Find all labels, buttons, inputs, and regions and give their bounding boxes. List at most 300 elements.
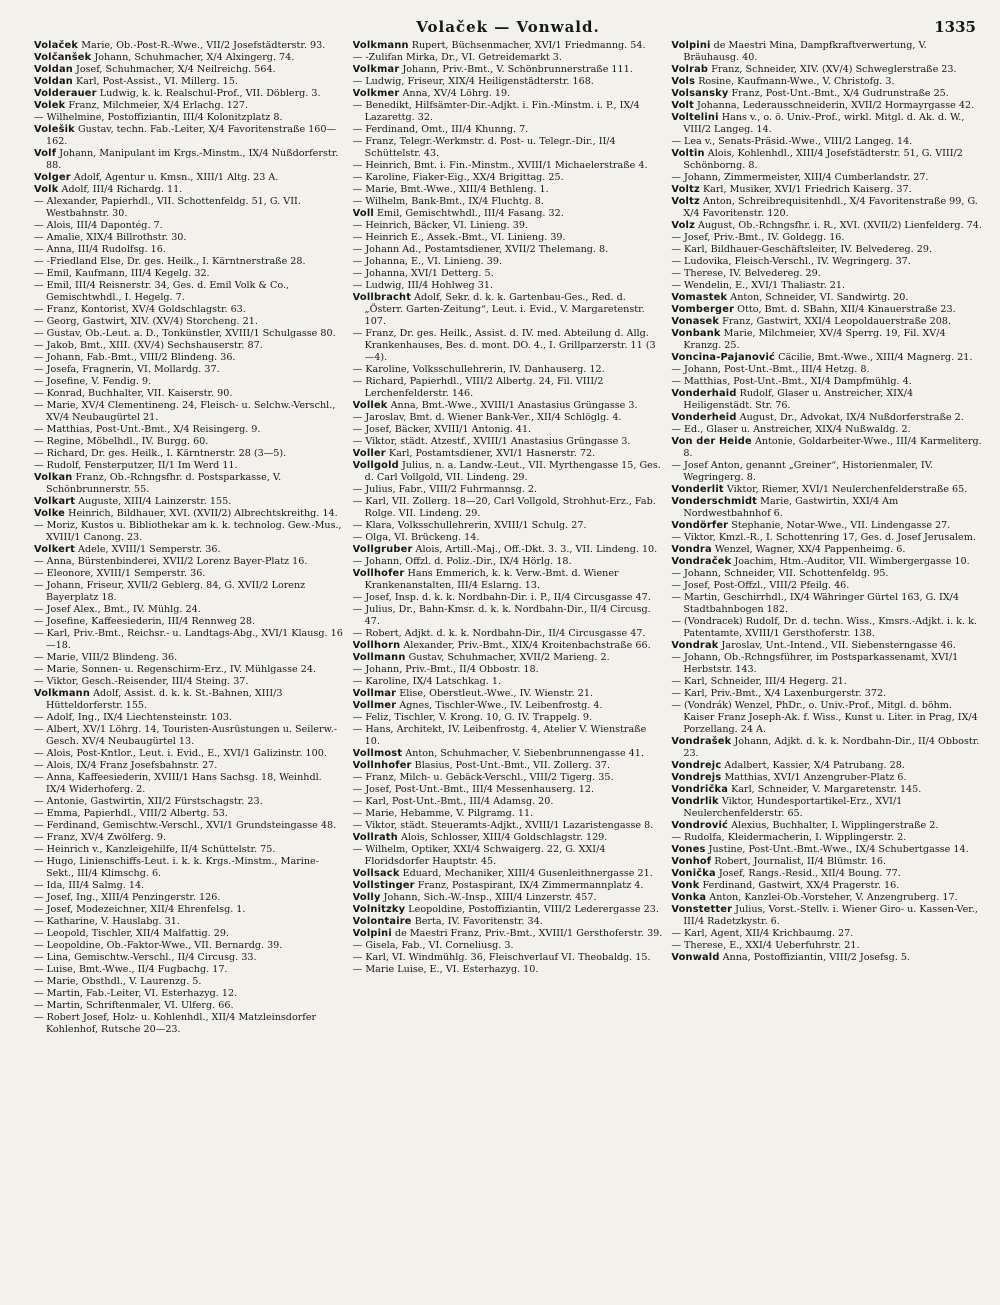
entry-details: — (Vondrák) Wenzel, PhDr., o. Univ.-Prof., Mitgl. d. böhm. Kaiser Franz Joseph-Ak. f. Wiss., Kunst u. Liter. in Prag, IX/4 Porzellang. 24 A. (671, 700, 978, 735)
entry-surname: Volz (671, 220, 695, 231)
directory-entry (353, 40, 664, 52)
directory-entry (353, 136, 664, 160)
directory-entry (353, 412, 664, 424)
directory-entry (671, 148, 982, 172)
entry-details: — Johann, Zimmermeister, XIII/4 Cumberlandstr. 27. (671, 172, 929, 183)
directory-entry (34, 568, 345, 580)
entry-details: — Karl, VI. Windmühlg. 36, Fleischverlauf VI. Theobaldg. 15. (352, 952, 651, 963)
entry-details: Wenzel, Wagner, XX/4 Pappenheimg. 6. (714, 544, 906, 555)
entry-details: Franz, Gastwirt, XXI/4 Leopoldauerstraße 208. (722, 316, 951, 327)
entry-details: Marie, Milchmeier, XV/4 Sperrg. 19, Fil. XV/4 Kranzg. 25. (683, 328, 946, 351)
directory-entry (34, 544, 345, 556)
directory-entry (671, 292, 982, 304)
directory-entry (34, 880, 345, 892)
directory-entry (34, 64, 345, 76)
entry-details: — Eleonore, XVIII/1 Semperstr. 36. (34, 568, 206, 579)
directory-entry (34, 424, 345, 436)
entry-details: — Klara, Volksschullehrerin, XVIII/1 Schulg. 27. (352, 520, 587, 531)
directory-entry (353, 208, 664, 220)
directory-entry (671, 832, 982, 844)
entry-surname: Volke (34, 508, 66, 519)
entry-details: — Alois, IX/4 Franz Josefsbahnstr. 27. (34, 760, 218, 771)
entry-surname: Vonderheid (671, 412, 737, 423)
entry-details: — Franz, Telegr.-Werkmstr. d. Post- u. Telegr.-Dir., II/4 Schüttelstr. 43. (352, 136, 616, 159)
directory-entry (353, 724, 664, 748)
directory-entry (34, 748, 345, 760)
directory-entry (353, 556, 664, 568)
entry-details: Franz, Schneider, XIV. (XV/4) Schweglerstraße 23. (711, 64, 957, 75)
entry-details: Stephanie, Notar-Wwe., VII. Lindengasse 27. (731, 520, 951, 531)
entry-surname: Vollek (352, 400, 388, 411)
entry-details: Johann, Manipulant im Krgs.-Minstm., IX/4 Nußdorferstr. 88. (46, 148, 339, 171)
directory-entry (34, 628, 345, 652)
directory-entry (34, 616, 345, 628)
directory-entry (34, 280, 345, 304)
directory-entry (353, 760, 664, 772)
directory-entry (671, 256, 982, 268)
entry-surname: Vollmer (352, 700, 397, 711)
entry-surname: Volkmar (352, 64, 400, 75)
entry-details: — Emil, Kaufmann, III/4 Kegelg. 32. (34, 268, 210, 279)
entry-details: Viktor, Hundesportartikel-Erz., XVI/1 Neulerchenfelderstr. 65. (683, 796, 903, 819)
entry-surname: Voll (352, 208, 374, 219)
entry-details: — Josef, Post-Unt.-Bmt., III/4 Messenhauserg. 12. (352, 784, 594, 795)
directory-entry (671, 412, 982, 424)
entry-details: Otto, Bmt. d. SBahn, XII/4 Kinauerstraße 23. (737, 304, 956, 315)
entry-details: — Alois, III/4 Dapontég. 7. (34, 220, 163, 231)
directory-entry (353, 940, 664, 952)
entry-details: — Richard, Papierhdl., VIII/2 Albertg. 24, Fil. VIII/2 Lerchenfelderstr. 146. (352, 376, 604, 399)
entry-details: — Anna, Kaffeesiederin, XVIII/1 Hans Sachsg. 18, Weinhdl. IX/4 Widerhoferg. 2. (34, 772, 322, 795)
entry-details: — Josef Alex., Bmt., IV. Mühlg. 24. (34, 604, 201, 615)
entry-details: Auguste, XIII/4 Lainzerstr. 155. (78, 496, 232, 507)
directory-entry (353, 400, 664, 412)
entry-surname: Vondrejc (671, 760, 722, 771)
entry-surname: Vollmost (352, 748, 403, 759)
directory-entry (671, 904, 982, 928)
directory-entry (353, 688, 664, 700)
entry-details: — Wilhelm, Bank-Bmt., IX/4 Fluchtg. 8. (352, 196, 544, 207)
directory-entry (34, 364, 345, 376)
entry-details: — Rudolf, Fensterputzer, II/1 Im Werd 11. (34, 460, 238, 471)
entry-details: — Georg, Gastwirt, XIV. (XV/4) Storcheng. 21. (34, 316, 258, 327)
entry-surname: Volkmer (352, 88, 400, 99)
page-number: 1335 (934, 18, 976, 36)
directory-entry (353, 196, 664, 208)
entry-details: Johann, Adjkt. d. k. k. Nordbahn-Dir., II/4 Obbostr. 23. (683, 736, 980, 759)
entry-details: — Johann, Offzl. d. Poliz.-Dir., IX/4 Hörlg. 18. (352, 556, 572, 567)
entry-details: de Maestri Mina, Dampfkraftverwertung, V. Bräuhausg. 40. (683, 40, 927, 63)
entry-surname: Vondrejs (671, 772, 722, 783)
directory-entry (34, 232, 345, 244)
directory-entry (353, 568, 664, 592)
entry-details: Cäcilie, Bmt.-Wwe., XIII/4 Magnerg. 21. (778, 352, 973, 363)
directory-entry (353, 532, 664, 544)
entry-details: — Josefine, Kaffeesiederin, III/4 Rennweg 28. (34, 616, 256, 627)
directory-entry (671, 556, 982, 568)
directory-entry (353, 772, 664, 784)
directory-entry (34, 328, 345, 340)
entry-details: — Robert Josef, Holz- u. Kohlenhdl., XII/4 Matzleinsdorfer Kohlenhof, Rutsche 20—23. (34, 1012, 317, 1035)
entry-details: Karl, Postamtsdiener, XVI/1 Hasnerstr. 72. (388, 448, 596, 459)
directory-column-3 (671, 40, 982, 1290)
directory-entry (34, 580, 345, 604)
entry-details: — Ed., Glaser u. Anstreicher, XIX/4 Nußwaldg. 2. (671, 424, 911, 435)
entry-details: Blasius, Post-Unt.-Bmt., VII. Zollerg. 37. (414, 760, 611, 771)
directory-entry (353, 292, 664, 328)
directory-entry (671, 760, 982, 772)
directory-entry (34, 1012, 345, 1036)
entry-details: — Marie, XV/4 Clementineng. 24, Fleisch- u. Selchw.-Verschl., XV/4 Neubaugürtel 21. (34, 400, 336, 423)
directory-entry (671, 880, 982, 892)
directory-entry (671, 700, 982, 736)
directory-entry (353, 436, 664, 448)
entry-details: Franz, Ob.-Rchngsfhr. d. Postsparkasse, V. Schönbrunnerstr. 55. (46, 472, 282, 495)
directory-entry (671, 436, 982, 460)
entry-details: — Alexander, Papierhdl., VII. Schottenfeldg. 51, G. VII. Westbahnstr. 30. (34, 196, 301, 219)
entry-surname: Volkan (34, 472, 73, 483)
entry-details: — Feliz, Tischler, V. Krong. 10, G. IV. Trappelg. 9. (352, 712, 593, 723)
directory-entry (34, 76, 345, 88)
entry-surname: Volt (671, 100, 694, 111)
directory-entry (353, 280, 664, 292)
entry-details: Anton, Kanzlei-Ob.-Vorsteher, V. Anzengruberg. 17. (709, 892, 958, 903)
directory-entry (34, 340, 345, 352)
directory-entry (671, 580, 982, 592)
entry-surname: Vones (671, 844, 706, 855)
directory-entry (34, 352, 345, 364)
entry-surname: Volpini (671, 40, 711, 51)
entry-details: Franz, Post-Unt.-Bmt., X/4 Gudrunstraße 25. (731, 88, 949, 99)
directory-entry (34, 520, 345, 544)
entry-details: Alexius, Buchhalter, I. Wipplingerstraße 2. (731, 820, 939, 831)
entry-details: Karl, Musiker, XVI/1 Friedrich Kaiserg. 37. (702, 184, 912, 195)
entry-details: — Marie Luise, E., VI. Esterhazyg. 10. (352, 964, 539, 975)
entry-details: — Karoline, Volksschullehrerin, IV. Danhauserg. 12. (352, 364, 605, 375)
entry-details: Gustav, Schuhmacher, XVII/2 Marieng. 2. (408, 652, 610, 663)
entry-details: — Martin, Geschirrhdl., IX/4 Währinger Gürtel 163, G. IX/4 Stadtbahnbogen 182. (671, 592, 959, 615)
directory-entry (671, 820, 982, 832)
entry-surname: Vollstinger (352, 880, 415, 891)
entry-details: — Jakob, Bmt., XIII. (XV/4) Sechshauserstr. 87. (34, 340, 263, 351)
directory-entry (34, 304, 345, 316)
entry-surname: Vollnhofer (352, 760, 412, 771)
entry-details: Alois, Artill.-Maj., Off.-Dkt. 3. 3., VII. Lindeng. 10. (415, 544, 658, 555)
entry-surname: Volsansky (671, 88, 729, 99)
directory-entry (353, 424, 664, 436)
entry-details: Berta, IV. Favoritenstr. 34. (414, 916, 543, 927)
entry-details: — Adolf, Ing., IX/4 Liechtensteinstr. 103. (34, 712, 232, 723)
entry-details: — Olga, VI. Brückeng. 14. (352, 532, 480, 543)
entry-details: — Robert, Adjkt. d. k. k. Nordbahn-Dir., II/4 Circusgasse 47. (352, 628, 646, 639)
directory-entry (671, 592, 982, 616)
directory-entry (34, 220, 345, 232)
directory-entry (353, 256, 664, 268)
entry-details: — Viktor, städt. Steueramts-Adjkt., XVIII/1 Lazaristengasse 8. (352, 820, 654, 831)
entry-details: August, Ob.-Rchngsfhr. i. R., XVI. (XVII/2) Lienfelderg. 74. (698, 220, 982, 231)
directory-entry (353, 796, 664, 808)
entry-details: Josef, Rangs.-Resid., XII/4 Boung. 77. (718, 868, 901, 879)
directory-entry (671, 496, 982, 520)
entry-details: — Josefine, V. Fendig. 9. (34, 376, 152, 387)
entry-details: Viktor, Riemer, XVI/1 Neulerchenfelderstraße 65. (726, 484, 968, 495)
entry-details: Emil, Gemischtwhdl., III/4 Fasang. 32. (377, 208, 564, 219)
directory-entry (671, 616, 982, 640)
entry-surname: Volderauer (34, 88, 97, 99)
entry-details: — Johanna, XVI/1 Detterg. 5. (352, 268, 494, 279)
directory-entry (34, 760, 345, 772)
directory-entry (34, 604, 345, 616)
entry-surname: Vonasek (671, 316, 720, 327)
entry-details: — Heinrich, Bmt. i. Fin.-Minstm., XVIII/1 Michaelerstraße 4. (352, 160, 648, 171)
directory-entry (353, 88, 664, 100)
directory-entry (34, 508, 345, 520)
entry-details: — Hans, Architekt, IV. Leibenfrostg. 4, Atelier V. Wienstraße 10. (352, 724, 647, 747)
entry-details: — Lea v., Senats-Präsid.-Wwe., VIII/2 Langeg. 14. (671, 136, 913, 147)
entry-details: Adalbert, Kassier, X/4 Patrubang. 28. (724, 760, 905, 771)
directory-entry (353, 484, 664, 496)
directory-entry (353, 76, 664, 88)
directory-entry (353, 880, 664, 892)
entry-details: — Luise, Bmt.-Wwe., II/4 Fugbachg. 17. (34, 964, 228, 975)
entry-surname: Vondörfer (671, 520, 729, 531)
entry-details: Johann, Priv.-Bmt., V. Schönbrunnerstraße 111. (402, 64, 633, 75)
entry-details: Anton, Schreibrequisitenhdl., X/4 Favoritenstraße 99, G. X/4 Favoritenstr. 120. (683, 196, 978, 219)
directory-entry (34, 556, 345, 568)
entry-surname: Vonbank (671, 328, 721, 339)
entry-details: — Wilhelm, Optiker, XXI/4 Schwaigerg. 22, G. XXI/4 Floridsdorfer Hauptstr. 45. (352, 844, 606, 867)
directory-entry (671, 772, 982, 784)
directory-entry (353, 328, 664, 364)
directory-entry (671, 64, 982, 76)
entry-surname: Vondrička (671, 784, 729, 795)
directory-entry (353, 172, 664, 184)
directory-entry (671, 544, 982, 556)
directory-entry (34, 820, 345, 832)
entry-details: — Hugo, Linienschiffs-Leut. i. k. k. Krgs.-Minstm., Marine-Sekt., III/4 Klimschg. 6. (34, 856, 319, 879)
directory-entry (34, 844, 345, 856)
directory-entry (671, 112, 982, 136)
entry-surname: Voltz (671, 184, 700, 195)
entry-details: Anna, Bmt.-Wwe., XVIII/1 Anastasius Grüngasse 3. (390, 400, 638, 411)
entry-details: — Marie, Bmt.-Wwe., XIII/4 Bethleng. 1. (352, 184, 549, 195)
entry-surname: Voldan (34, 64, 73, 75)
directory-entry (671, 688, 982, 700)
entry-details: Marie, Gastwirtin, XXI/4 Am Nordwestbahnhof 6. (683, 496, 899, 519)
entry-details: Adele, XVIII/1 Semperstr. 36. (78, 544, 221, 555)
directory-entry (34, 832, 345, 844)
directory-entry (671, 40, 982, 64)
directory-entry (671, 484, 982, 496)
entry-details: — Franz, XV/4 Zwölferg. 9. (34, 832, 167, 843)
directory-entry (353, 64, 664, 76)
entry-details: — Karoline, IX/4 Latschkag. 1. (352, 676, 502, 687)
entry-details: Agnes, Tischler-Wwe., IV. Leibenfrostg. 4. (399, 700, 603, 711)
directory-entry (34, 460, 345, 472)
directory-entry (353, 460, 664, 484)
entry-details: Heinrich, Bildhauer, XVI. (XVII/2) Albrechtskreithg. 14. (68, 508, 338, 519)
entry-surname: Volrab (671, 64, 709, 75)
entry-details: — -Friedland Else, Dr. ges. Heilk., I. Kärntnerstraße 28. (34, 256, 306, 267)
directory-entry (34, 676, 345, 688)
entry-surname: Voncina-Pajanović (671, 352, 776, 363)
entry-details: — Emma, Papierhdl., VIII/2 Albertg. 53. (34, 808, 228, 819)
entry-details: — Marie, VIII/2 Blindeng. 36. (34, 652, 178, 663)
entry-details: — Johann, Schneider, VII. Schottenfeldg. 95. (671, 568, 889, 579)
entry-details: — Antonie, Gastwirtin, XII/2 Fürstschagstr. 23. (34, 796, 263, 807)
directory-entry (34, 184, 345, 196)
entry-surname: Vollrath (352, 832, 398, 843)
directory-entry (34, 172, 345, 184)
directory-entry (34, 916, 345, 928)
directory-entry (671, 352, 982, 364)
entry-surname: Vondraček (671, 556, 732, 567)
directory-entry (34, 976, 345, 988)
entry-surname: Volpini (352, 928, 392, 939)
entry-details: — Heinrich, Bäcker, VI. Linieng. 39. (352, 220, 529, 231)
entry-details: — Alois, Post-Kntlor., Leut. i. Evid., E., XVI/1 Galizinstr. 100. (34, 748, 327, 759)
directory-entry (353, 232, 664, 244)
entry-surname: Volly (352, 892, 381, 903)
entry-details: — Josef Anton, genannt „Greiner“, Historienmaler, IV. Wegringerg. 8. (671, 460, 934, 483)
page-header (34, 14, 982, 40)
entry-details: — Ferdinand, Gemischtw.-Verschl., XVI/1 Grundsteingasse 48. (34, 820, 337, 831)
directory-entry (353, 496, 664, 520)
directory-entry (671, 232, 982, 244)
entry-surname: Volaček (34, 40, 79, 51)
entry-details: Franz, Postaspirant, IX/4 Zimmermannplatz 4. (417, 880, 644, 891)
entry-details: — Karl, Schneider, III/4 Hegerg. 21. (671, 676, 847, 687)
entry-details: — Gustav, Ob.-Leut. a. D., Tonkünstler, XVIII/1 Schulgasse 80. (34, 328, 336, 339)
directory-entry (671, 928, 982, 940)
entry-details: — Franz, Dr. ges. Heilk., Assist. d. IV. med. Abteilung d. Allg. Krankenhauses, Bes. d. mont. DO. 4., I. Grillparzerstr. 11 (3—4). (352, 328, 656, 363)
directory-entry (34, 928, 345, 940)
entry-details: — Karl, Post-Unt.-Bmt., III/4 Adamsg. 20. (352, 796, 554, 807)
directory-entry (34, 796, 345, 808)
entry-details: — Viktor, städt. Atzestf., XVIII/1 Anastasius Grüngasse 3. (352, 436, 631, 447)
entry-surname: Vonderschmidt (671, 496, 758, 507)
directory-entry (353, 244, 664, 256)
entry-details: — Heinrich E., Assek.-Bmt., VI. Linieng. 39. (352, 232, 566, 243)
entry-surname: Voldan (34, 76, 73, 87)
directory-entry (671, 460, 982, 484)
entry-details: Johann, Sich.-W.-Insp., XIII/4 Linzerstr. 457. (383, 892, 597, 903)
entry-surname: Vollgold (352, 460, 399, 471)
directory-entry (353, 652, 664, 664)
directory-entry (671, 868, 982, 880)
entry-details: — Johann, Priv.-Bmt., II/4 Obbostr. 18. (352, 664, 539, 675)
directory-entry (671, 952, 982, 964)
directory-entry (34, 100, 345, 112)
directory-entry (34, 148, 345, 172)
entry-details: Hans Emmerich, k. k. Verw.-Bmt. d. Wiener Krankenanstalten, III/4 Eslarng. 13. (364, 568, 619, 591)
entry-details: — Johanna, E., VI. Linieng. 39. (352, 256, 503, 267)
entry-details: — Marie, Hebamme, V. Pilgramg. 11. (352, 808, 534, 819)
directory-entry (353, 748, 664, 760)
entry-details: — Karl, Priv.-Bmt., X/4 Laxenburgerstr. 372. (671, 688, 887, 699)
entry-surname: Volkmann (34, 688, 91, 699)
entry-details: Johann, Schuhmacher, X/4 Alxingerg. 74. (94, 52, 295, 63)
directory-entry (671, 676, 982, 688)
entry-details: Julius, Vorst.-Stellv. i. Wiener Giro- u. Kassen-Ver., III/4 Radetzkystr. 6. (683, 904, 978, 927)
directory-entry (671, 892, 982, 904)
entry-details: — Franz, Kontorist, XV/4 Goldschlagstr. 63. (34, 304, 246, 315)
entry-surname: Volk (34, 184, 59, 195)
directory-entry (353, 928, 664, 940)
entry-surname: Volkmann (352, 40, 409, 51)
entry-details: Jaroslav, Unt.-Intend., VII. Siebensterngasse 46. (721, 640, 956, 651)
entry-details: — Ludwig, III/4 Hohlweg 31. (352, 280, 494, 291)
entry-details: — Gisela, Fab., VI. Corneliusg. 3. (352, 940, 514, 951)
entry-details: — Matthias, Post-Unt.-Bmt., XI/4 Dampfmühlg. 4. (671, 376, 912, 387)
entry-surname: Voller (352, 448, 386, 459)
directory-entry (353, 124, 664, 136)
entry-surname: Vomastek (671, 292, 728, 303)
directory-entry (353, 52, 664, 64)
directory-entry (34, 244, 345, 256)
entry-surname: Vonderhaid (671, 388, 737, 399)
entry-details: — Heinrich v., Kanzleigehilfe, II/4 Schüttelstr. 75. (34, 844, 276, 855)
directory-entry (353, 904, 664, 916)
directory-entry (34, 40, 345, 52)
entry-details: — Johann, Post-Unt.-Bmt., III/4 Hetzg. 8. (671, 364, 870, 375)
entry-details: Leopoldine, Postoffiziantin, VIII/2 Lederergasse 23. (408, 904, 659, 915)
entry-details: — Marie, Sonnen- u. Regenschirm-Erz., IV. Mühlgasse 24. (34, 664, 316, 675)
entry-details: Justine, Post-Unt.-Bmt.-Wwe., IX/4 Schubertgasse 14. (708, 844, 969, 855)
entry-surname: Vollmar (352, 688, 397, 699)
entry-surname: Vollmann (352, 652, 406, 663)
directory-entry (353, 160, 664, 172)
directory-entry (34, 316, 345, 328)
entry-details: Johanna, Lederausschneiderin, XVII/2 Hormayrgasse 42. (697, 100, 975, 111)
directory-entry (671, 520, 982, 532)
directory-entry (671, 136, 982, 148)
entry-details: de Maestri Franz, Priv.-Bmt., XVIII/1 Gersthoferstr. 39. (394, 928, 663, 939)
entry-surname: Volešik (34, 124, 75, 135)
directory-entry (34, 256, 345, 268)
entry-surname: Volkert (34, 544, 75, 555)
entry-surname: Vollgruber (352, 544, 413, 555)
directory-entry (353, 520, 664, 532)
directory-entry (671, 376, 982, 388)
entry-details: — Julius, Fabr., VIII/2 Fuhrmannsg. 2. (352, 484, 537, 495)
entry-surname: Vondrović (671, 820, 729, 831)
directory-entry (353, 184, 664, 196)
directory-entry (353, 808, 664, 820)
entry-details: — Ludovika, Fleisch-Verschl., IV. Wegringerg. 37. (671, 256, 911, 267)
entry-details: Gustav, techn. Fab.-Leiter, X/4 Favoritenstraße 160—162. (46, 124, 337, 147)
directory-entry (34, 808, 345, 820)
directory-entry (34, 196, 345, 220)
entry-details: Elise, Oberstleut.-Wwe., IV. Wienstr. 21. (399, 688, 594, 699)
entry-surname: Vonka (671, 892, 707, 903)
entry-details: Marie, Ob.-Post-R.-Wwe., VII/2 Josefstädterstr. 93. (81, 40, 326, 51)
directory-entry (34, 712, 345, 724)
directory-entry (34, 904, 345, 916)
directory-entry (353, 820, 664, 832)
entry-details: — Marie, Obsthdl., V. Laurenzg. 5. (34, 976, 202, 987)
entry-details: — Katharine, V. Hauslabg. 31. (34, 916, 180, 927)
directory-entry (353, 784, 664, 796)
directory-entry (353, 628, 664, 640)
entry-surname: Volf (34, 148, 57, 159)
directory-entry (671, 196, 982, 220)
entry-surname: Voltin (671, 148, 705, 159)
directory-entry (34, 1000, 345, 1012)
entry-details: — Julius, Dr., Bahn-Kmsr. d. k. k. Nordbahn-Dir., II/4 Circusg. 47. (352, 604, 651, 627)
directory-entry (671, 100, 982, 112)
entry-details: — Jaroslav, Bmt. d. Wiener Bank-Ver., XII/4 Schlöglg. 4. (352, 412, 622, 423)
